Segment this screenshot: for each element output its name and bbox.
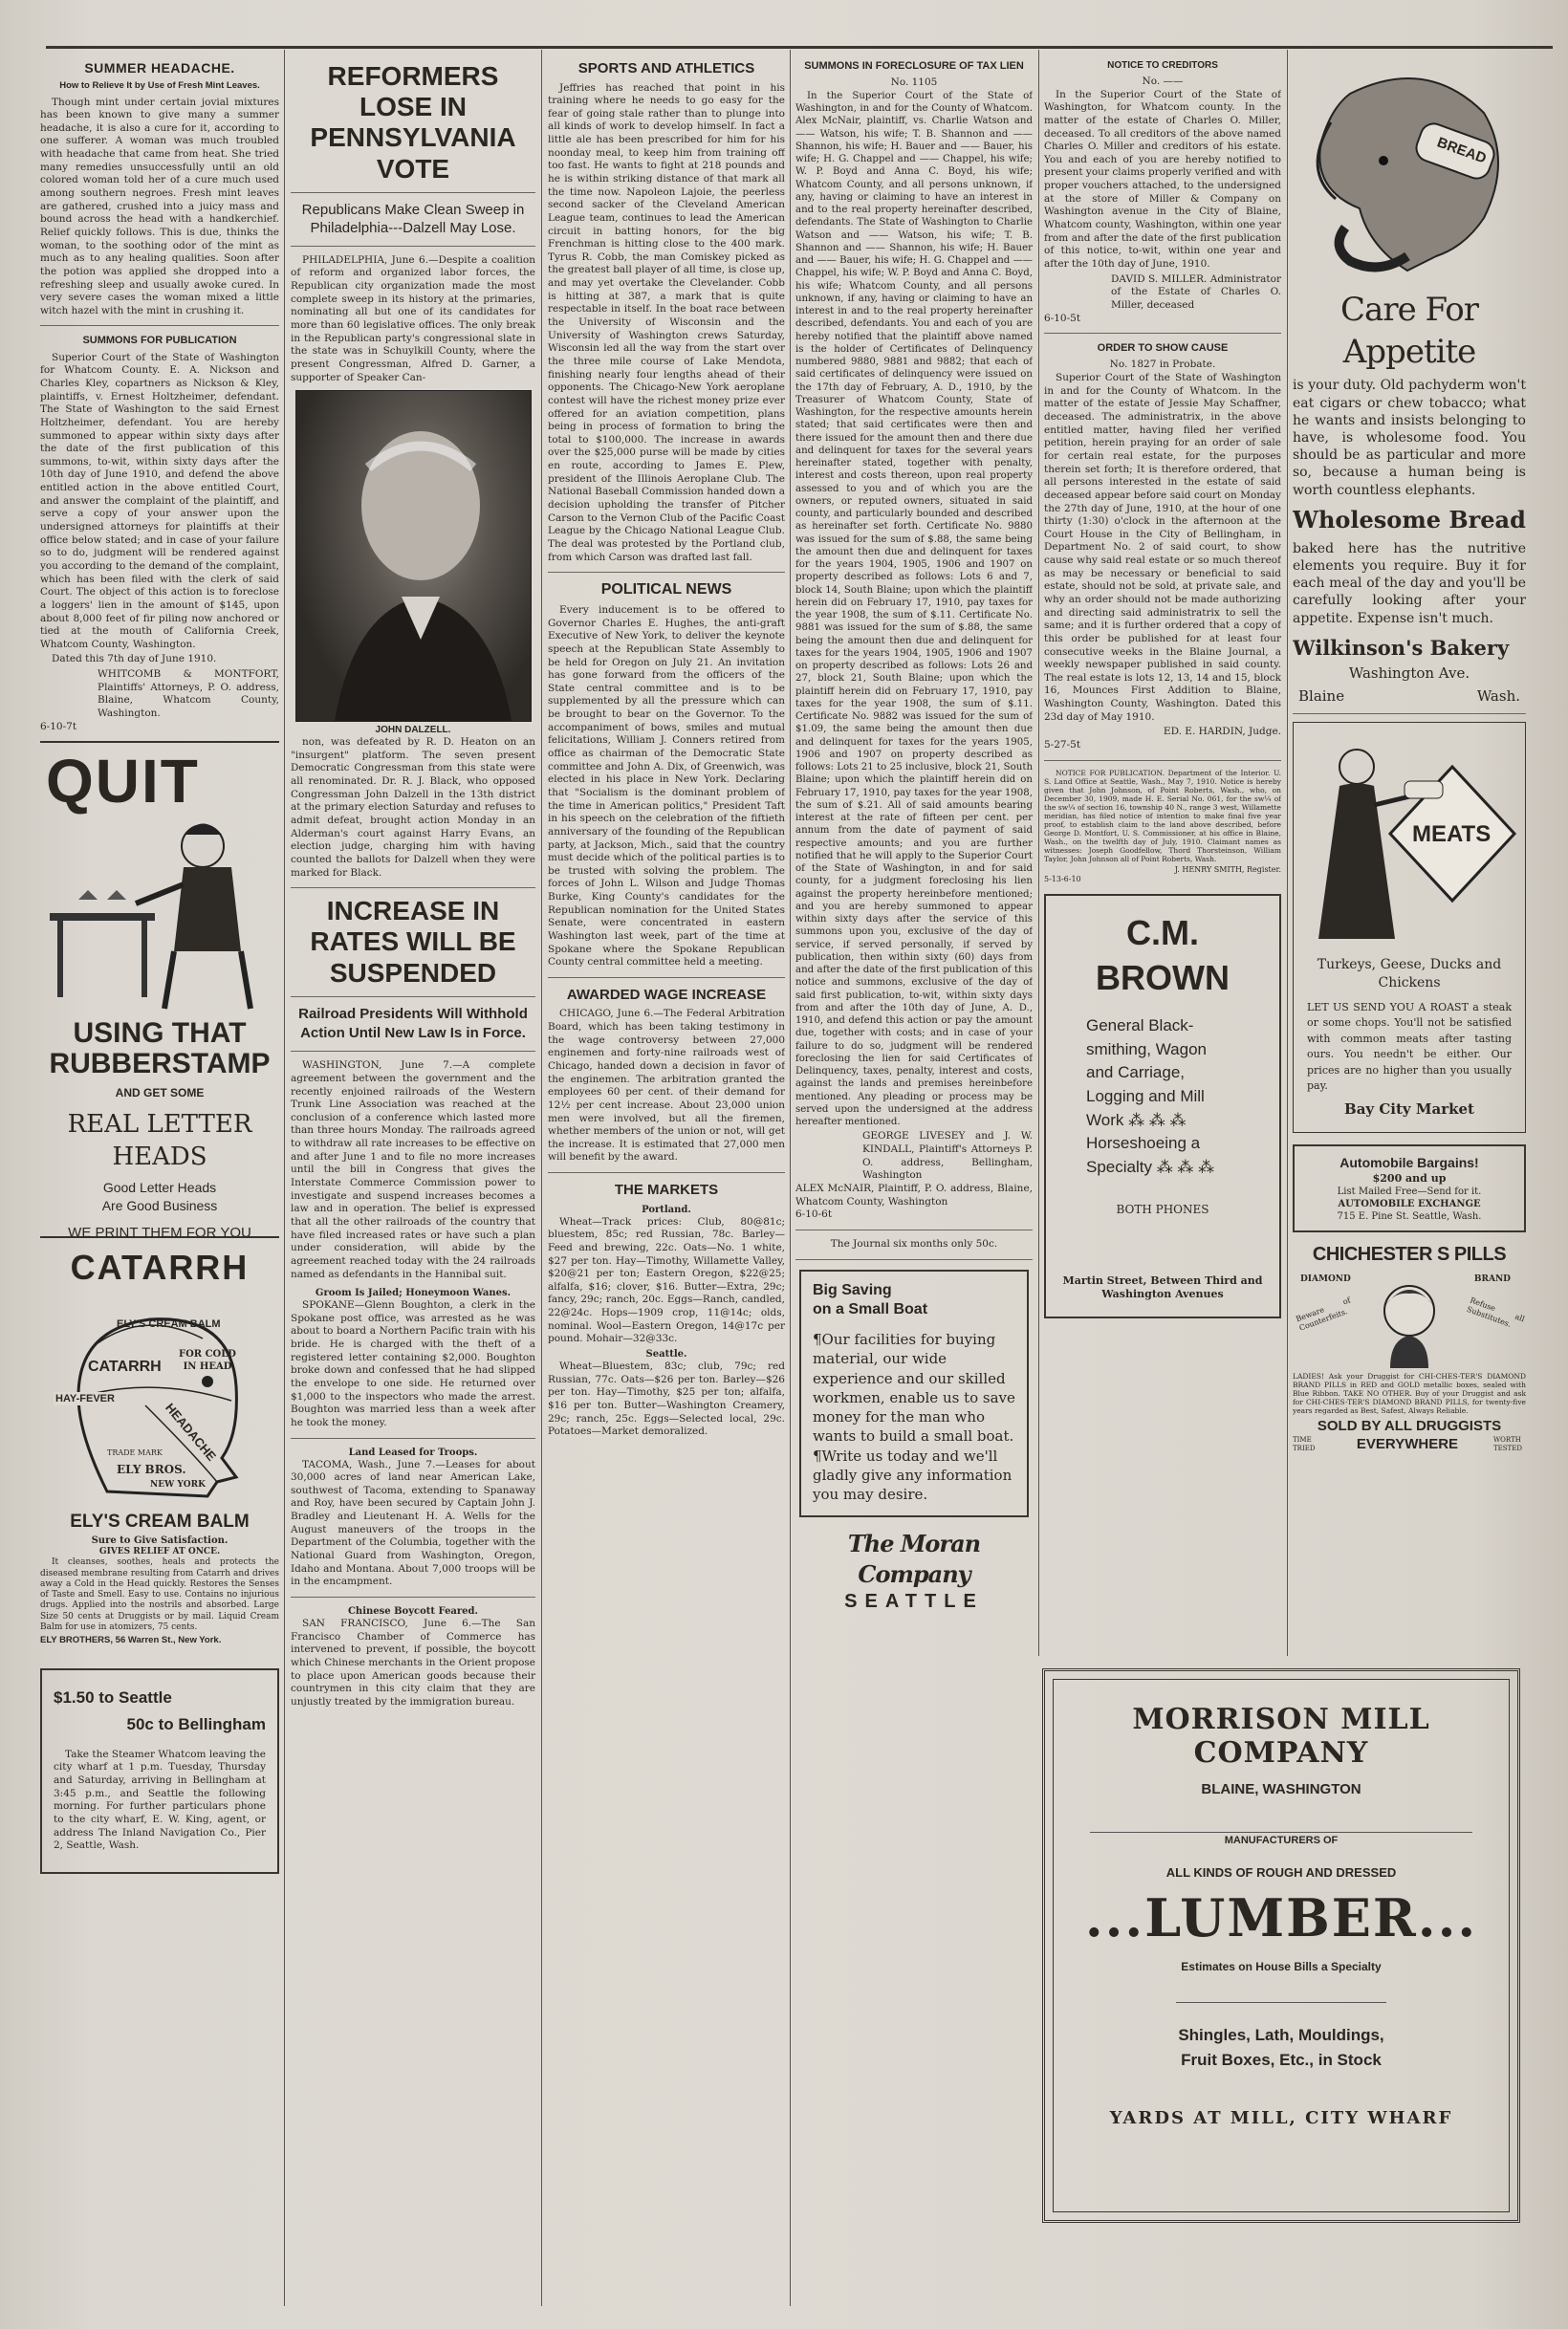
morrison-yards: YARDS AT MILL, CITY WHARF [1109, 2108, 1453, 2128]
summer-headache-title: SUMMER HEADACHE. [84, 60, 235, 76]
brown-name: C.M. BROWN [1096, 913, 1230, 998]
auto-title: Automobile Bargains! [1339, 1155, 1479, 1171]
portrait-icon [296, 391, 531, 721]
land-body: TACOMA, Wash., June 7.—Leases for about 30,000 acres of land near American Lake, southwest of Tacoma, extending to Spanaway and Roy, have been secured by Captain John J. Bradley and Lieutenant H. A. Wells for the August maneuvers of the troops in the Department of the Columbia, together with the National Guard from Washington, Oregon, Idaho and Montana. About 7,000 troops will be in the encampment. [291, 1458, 535, 1588]
chichester-worth: WORTH TESTED [1492, 1436, 1522, 1453]
head-diagram [40, 1291, 270, 1511]
quit-we-print: WE PRINT THEM FOR YOU [68, 1224, 251, 1241]
divider [40, 741, 279, 743]
brown-address: Martin Street, Between Third and Washington Avenues [1062, 1274, 1263, 1301]
summons-title: SUMMONS FOR PUBLICATION [82, 335, 237, 347]
sports-body: Jeffries has reached that point in his training where he needs to go easy for the fear of going stale rather than to plunge into all kinds of work to develop himself. In fact a little ale has been prescribed for him for his noonday meal, to keep him from training off too fast. He wants to fight at 218 pounds and he is within striking distance of that mark all the time now. Napoleon Lajoie, the peerless second sacker of the Cleveland American League team, continues to lead the American circuit in batting honors, for the big Frenchman is hitting close to the 400 mark. Tyrus R. Cobb, the man Comiskey picked as the greatest ball player of all time, is close up, and may yet overtake the Clevelander. Cobb is hitting at 387, a mark that is quite respectable in itself. In the boat race between the University of Wisconsin and the University of Washington crews Saturday, Wisconsin led all the way from the start over the three mile course of Lake Mendota, finishing nearly four lengths ahead of their opponents. The Chicago-New York aeroplane contest will have the richest money prize ever offered for an aviation competition, plans being in process of formation to bring the total to $100,000. The increase in awards over the $25,000 purse will be made by cities en route, according to James E. Plew, president of the Illinois Aeroplane Club. The National Baseball Commission handed down a decision upholding the transfer of Pitcher Carson to the Vernon Club of the Pacific Coast League by the Chicago National League Club. The deal was protested by the Portland club, from which Carson was drafted last fall. [548, 81, 785, 563]
catarrh-title: CATARRH [70, 1248, 250, 1288]
order-code: 5-27-5t [1044, 739, 1081, 751]
creditors-body: In the Superior Court of the State of Washington, for Whatcom county. In the matter of the estate of Charles O. Miller, deceased. To all creditors of the above named Charles O. Miller and creditors of his estate. You and each of you are hereby notified to present your claims properly verified and with proper vouchers attached, to the undersigned at the store of Miller & Company on Washington avenue in the City of Blaine, Whatcom county, Washington, within one year from and after the date of the first publication of this notice, to-wit, within one year and after the 10th day of June, 1910. [1044, 88, 1281, 270]
head-text-7: ELY BROS. [117, 1463, 186, 1477]
head-text-8: NEW YORK [150, 1480, 206, 1491]
elephant-bread-illustration [1293, 55, 1522, 285]
catarrh-body: It cleanses, soothes, heals and protects the diseased membrane resulting from Catarrh and drives away a Cold in the Head quickly. Restores the Senses of Taste and Smell. Easy to use. Contains no injurious drugs. Applied into the nostrils and absorbed. Large Size 50 cents at Druggists or by mail. Liquid Cream Balm for use in atomizers, 75 cents. [40, 1557, 279, 1632]
divider [795, 1259, 1033, 1260]
summons-body: Superior Court of the State of Washington for Whatcom County. E. A. Nickson and Charles Kley, copartners as Nickson & Kley, plaintiffs, v. Ernest Holtzheimer, defendant. The State of Washington to the said Ernest Holtzheimer, defendant. You are hereby summoned to appear within sixty days after the date of the first publication of this summons, to-wit, within sixty days after the 10th day of June 1910, and defend the above entitled action in the above entitled Court, and answer the complaint of the plaintiff, and serve a copy of your answer upon the undersigned attorneys for plaintiffs at their office below stated; and in case of your failure so to do, judgment will be rendered against you according to the demand of the complaint, which has been filed with the clerk of said Court. The object of this action is to foreclose a loggers' lien in the amount of $145, upon about 8,000 feet of fir piling now anchored or tied at the mouth of California Creek, Whatcom County, Washington. [40, 351, 279, 650]
bellingham-price: 50c to Bellingham [126, 1714, 266, 1733]
chichester-beware: Beware of Counterfeits. [1295, 1295, 1352, 1333]
chichester-brand: BRAND [1473, 1273, 1511, 1284]
brown-services [1057, 1014, 1268, 1179]
wholesome-body: baked here has the nutritive elements you require. Buy it for each meal of the day and you'll be carefully looking after your appetite. Expense isn't much. [1293, 540, 1526, 626]
quit-good-2: Are Good Business [101, 1197, 218, 1213]
boat-ad [799, 1270, 1029, 1518]
catarrh-balm: ELY'S CREAM BALM [70, 1512, 250, 1533]
divider [291, 996, 535, 997]
lady-portrait-icon [1371, 1273, 1448, 1368]
morrison-manufacturers: MANUFACTURERS OF [1090, 1832, 1472, 1846]
political-body: Every inducement is to be offered to Governor Charles E. Hughes, the anti-graft Executive of New York, to deliver the keynote speech at the Republican State Assembly to be held for Oregon on July 21. An invitation has gone forward from the officers of the State central committee and is to be supplemented by all the pressure which can be brought to bear on the Governor. To the accompaniment of bows, smiles and mutual felicitations, William J. Conners retired from office as chairman of the Democratic State committee and John A. Dix, of Greenwich, was elected in his place in New York. Declaring that "Socialism is the dominant problem of the time in American politics," President Taft in his speech on the celebration of the fiftieth anniversary of the founding of the Republican party, at Jackson, Mich., said that the country must decide which of the political parties is to be trusted with solving the problem. The forces of John L. Wilson and Judge Thomas Burke, King County's candidates for the Republican nomination for the United States Senate, were concentrated in eastern Washington last week, part of the time at Spokane where the Spokane Republican County central committee held a meeting. [548, 604, 785, 969]
reformers-headline: REFORMERS LOSE IN PENNSYLVANIA VOTE [310, 61, 516, 184]
summons-signature: WHITCOMB & MONTFORT, Plaintiffs' Attorneys, P. O. address, Blaine, Whatcom County, Washington. [98, 668, 279, 720]
boycott-title: Chinese Boycott Feared. [347, 1605, 479, 1617]
meats-poultry: Turkeys, Geese, Ducks and Chickens [1317, 957, 1502, 990]
head-text-2: FOR COLD IN HEAD [179, 1349, 236, 1373]
auto-list: List Mailed Free—Send for it. [1337, 1186, 1482, 1197]
chichester-title: CHICHESTER S PILLS [1312, 1243, 1507, 1265]
meats-ad [1293, 722, 1526, 1133]
chichester-footer [1293, 1435, 1526, 1454]
foreclosure-signature-2: ALEX McNAIR, Plaintiff, P. O. address, Blaine, Whatcom County, Washington [795, 1183, 1033, 1208]
seattle-heading: Seattle. [645, 1349, 687, 1360]
summer-headache-subtitle: How to Relieve It by Use of Fresh Mint Leaves. [59, 80, 260, 92]
seattle-price: $1.50 to Seattle [54, 1687, 172, 1707]
divider [291, 1597, 535, 1598]
divider [291, 1438, 535, 1439]
brown-line: and Carriage, [1086, 1063, 1186, 1082]
column-rule [541, 50, 542, 2306]
boat-ad-title-2: on a Small Boat [813, 1301, 928, 1318]
catarrh-gives: GIVES RELIEF AT ONCE. [98, 1546, 221, 1556]
brown-line: Specialty ⁂ ⁂ ⁂ [1086, 1157, 1215, 1176]
markets-title: THE MARKETS [614, 1182, 719, 1199]
brown-line: smithing, Wagon [1086, 1039, 1207, 1058]
head-text-3: CATARRH [88, 1359, 162, 1376]
foreclosure-title: SUMMONS IN FORECLOSURE OF TAX LIEN [804, 60, 1024, 72]
brown-ad [1044, 894, 1281, 1318]
reformers-body-1: PHILADELPHIA, June 6.—Despite a coalition of reform and organized labor forces, the Republican city organization made the most complete sweep in its history at the primaries, nominating all but one of its candidates for more than 60 legislative offices. The only break in the Republican party's congressional slate in the state was in Schuylkill County, where the present Congressman, Alfred D. Garner, a supporter of Speaker Can- [291, 253, 535, 383]
quit-good-1: Good Letter Heads [102, 1180, 217, 1196]
chichester-diamond: DIAMOND [1300, 1273, 1351, 1284]
head-text-1: ELY'S CREAM BALM [117, 1318, 221, 1331]
seattle-ad-body: Take the Steamer Whatcom leaving the city wharf at 1 p.m. Tuesday, Thursday and Saturday, arriving in Bellingham at 3:45 p.m., and Seattle the following morning. For further particulars phone to the city wharf, E. W. King, agent, or address The Inland Navigation Co., Pier 2, Seattle, Wash. [54, 1748, 266, 1852]
chichester-badge [1293, 1267, 1526, 1372]
bakery-state: Wash. [1476, 686, 1520, 705]
chichester-ad [1293, 1242, 1526, 1454]
bakery-name: Wilkinson's Bakery [1293, 635, 1510, 660]
brown-phones: BOTH PHONES [1116, 1202, 1209, 1216]
creditors-signature: DAVID S. MILLER. Administrator of the Estate of Charles O. Miller, deceased [1111, 272, 1281, 311]
column-rule [790, 50, 791, 2306]
automobile-ad [1293, 1144, 1526, 1231]
summons-code: 6-10-7t [40, 720, 77, 732]
creditors-code: 6-10-5t [1044, 312, 1081, 324]
seattle-prices: Wheat—Bluestem, 83c; club, 79c; red Russian, 77c. Oats—$26 per ton. Barley—$26 per ton. Hay—Timothy, $25 per ton; alfalfa, $16 per ton. Butter—Washington Creamery, 29c; ranch, 25c. Eggs—Selected local, 29c. Potatoes—Market demoralized. [548, 1360, 785, 1438]
divider [1044, 760, 1281, 761]
cartoon-man-icon [40, 808, 270, 1018]
photo-caption: JOHN DALZELL. [375, 725, 451, 736]
rates-subhead: Railroad Presidents Will Withhold Action Until New Law Is in Force. [298, 1005, 528, 1042]
publication-notice: NOTICE FOR PUBLICATION. Department of the Interior. U. S. Land Office at Seattle, Wash., May 7, 1910. Notice is hereby given that John Johnson, of Point Roberts, Wash., who, on December 30, 1909, made H. E. Serial No. 061, for the sw¼ of the sw¼ of section 16, township 40 N., range 3 west, Willamette meridian, has filed notice of intention to make final five year proof, to establish claim to the land above described, before George D. Montfort, U. S. Commissioner, at his office in Blaine, Wash., on the twelfth day of July, 1910. Claimant names as witnesses: Joseph Goodfellow, Thord Thorsteinson, William Taylor, John Johnson all of Point Roberts, Wash. [1044, 768, 1281, 863]
auto-exchange: AUTOMOBILE EXCHANGE [1338, 1198, 1481, 1209]
boat-ad-body: ¶Our facilities for buying material, our wide experience and our skilled workmen, enable us to save money for the man who wants to build a small boat. ¶Write us today and we'll gladly give any information you may desire. [813, 1331, 1015, 1504]
morrison-kinds: ALL KINDS OF ROUGH AND DRESSED [1165, 1865, 1397, 1880]
morrison-city: BLAINE, WASHINGTON [1201, 1781, 1361, 1797]
chichester-time: TIME TRIED [1293, 1436, 1316, 1453]
boycott-body: SAN FRANCISCO, June 6.—The San Francisco Chamber of Commerce has intervened to prevent, if possible, the boycott which Chinese merchants in the Orient propose to place upon American goods because their countrymen in this city claim that they are unjustly treated by the immigration bureau. [291, 1617, 535, 1708]
order-body: Superior Court of the State of Washington in and for the County of Whatcom. In the matter of the estate of Jessie May Schaffner, deceased. The administratrix, in the above entitled matter, having filed her verified petition, herein praying for an order of sale for certain real estate, for the purposes therein set forth; It is therefore ordered, that all persons interested in the estate of said deceased appear before said court on Monday the 27th day of June, 1910, at the hour of one thirty (1:30) o'clock in the afternoon at the Court House in the City of Bellingham, in Department No. 2 of said court, to show cause why said real estate or so much thereof as may be necessary or beneficial to said estate, should not be sold, at private sale, and why an order should not be made authorizing and directing said administratrix to sell the same; and it is further ordered that a copy of this order be published for at least four consecutive weeks in the Blaine Journal, a weekly newspaper published in said county. The real estate is lots 12, 13, 14 and 15, block 16, Mounces First Addition to Blaine, Washington County, Washington. Dated this 23d day of May 1910. [1044, 372, 1281, 723]
quit-using-that: USING THAT [73, 1017, 247, 1050]
groom-body: SPOKANE—Glenn Boughton, a clerk in the Spokane post office, was arrested as he was about to board a Northern Pacific train with his bride. He is charged with the theft of a registered letter containing $2,000. Boughton broke down and confessed that he had slipped the envelope to one side. He returned over $1,000 to the inspectors who made the arrest. Boughton was married less than a week after he took the money. [291, 1299, 535, 1428]
creditors-title: NOTICE TO CREDITORS [1107, 60, 1218, 71]
seattle-steamer-ad [40, 1668, 279, 1874]
divider [291, 246, 535, 247]
morrison-name: MORRISON MILL COMPANY [1132, 1703, 1430, 1770]
summons-dated: Dated this 7th day of June 1910. [52, 653, 217, 665]
summer-headache-body: Though mint under certain jovial mixtures has been known to give many a summer headache, it is also a cure for it, according to one sufferer. A woman was much troubled with headache that came from heat. She tried many remedies unsuccessfully until an old colored woman told her of a cure much used among southern negroes. Fresh mint leaves are gathered, crushed into a juicy mass and bound across the head with a handkerchief. Relief quickly follows. This is due, thinks the woman, to the soothing odor of the mint as much as to any healing qualities. Soon after the potion was applied she dropped into a refreshing sleep and usually awoke cured. In very severe cases the woman mixed a little witch hazel with the mint in crushing it. [40, 96, 279, 316]
political-title: POLITICAL NEWS [600, 581, 732, 599]
creditors-number: No. —— [1142, 76, 1184, 87]
chichester-sold: SOLD BY ALL DRUGGISTS [1317, 1417, 1502, 1434]
chichester-refuse: Refuse all Substitutes. [1465, 1295, 1526, 1330]
meats-body: LET US SEND YOU A ROAST a steak or some chops. You'll not be satisfied with common meats after tasting ours. You needn't be either. Our prices are no higher than you usually pay. [1307, 1000, 1512, 1093]
wage-title: AWARDED WAGE INCREASE [566, 986, 767, 1003]
morrison-mill-ad [1042, 1668, 1520, 2223]
meats-word: MEATS [1412, 821, 1492, 848]
divider [1044, 333, 1281, 334]
boat-ad-title-1: Big Saving [813, 1281, 892, 1298]
chichester-everywhere: EVERYWHERE [1356, 1436, 1459, 1453]
moran-brand: The Moran Company [847, 1530, 981, 1588]
foreclosure-number: No. 1105 [890, 76, 938, 89]
chichester-body: LADIES! Ask your Druggist for CHI-CHES-TER'S DIAMOND BRAND PILLS in RED and GOLD metallic boxes, sealed with Blue Ribbon. TAKE NO OTHER. Buy of your Druggist and ask for CHI-CHES-TER'S DIAMOND BRAND PILLS, for twenty-five years regarded as Best, Safest, Always Reliable. [1293, 1371, 1526, 1415]
divider [40, 325, 279, 326]
top-rule [46, 46, 1553, 49]
morrison-fruit: Fruit Boxes, Etc., in Stock [1181, 2051, 1382, 2069]
column-4 [795, 55, 1033, 2283]
brown-line: Logging and Mill [1086, 1086, 1205, 1105]
portland-prices: Wheat—Track prices: Club, 80@81c; bluestem, 85c; red Russian, 78c. Barley—Feed and brewing, 22c. Oats—No. 1 white, $27 per ton. Hay—Timothy, Willamette Valley, $20@21 per ton; Eastern Oregon, $22@25; alfalfa, $16; clover, $16. Butter—Extra, 29c; fancy, 29c; ranch, 20c. Eggs—Ranch, candled, 22@24c. Hops—1909 crop, 11@14c; olds, nominal. Wool—Eastern Oregon, 14@17c per pound. Mohair—32@33c. [548, 1215, 785, 1345]
quit-real-letter-heads: REAL LETTER HEADS [67, 1109, 252, 1171]
moran-city: SEATTLE [844, 1590, 984, 1612]
reformers-body-2: non, was defeated by R. D. Heaton on an "insurgent" platform. The seven present Democratic Congressman from this state were all renominated. Dr. R. J. Black, who opposed Congressman John Dalzell in the 13th district at the primary election Saturday and refuses to admit defeat, brought action Monday in an Alderman's court against Harry Evans, an election judge, charging him with having counted the ballots for Dalzell when they were marked for Black. [291, 736, 535, 879]
order-title: ORDER TO SHOW CAUSE [1097, 342, 1229, 355]
divider [548, 1172, 785, 1173]
meats-illustration [1299, 729, 1519, 948]
bread-label: BREAD [1434, 134, 1489, 167]
morrison-lumber: ...LUMBER... [1084, 1887, 1478, 1948]
catarrh-address: ELY BROTHERS, 56 Warren St., New York. [40, 1635, 222, 1646]
john-dalzell-photo [295, 390, 532, 722]
foreclosure-body: In the Superior Court of the State of Washington, in and for the County of Whatcom. Alex McNair, plaintiff, vs. Charlie Watson and —— Watson, his wife; T. B. Shannon and —— Shannon, his wife; H. Bauer and —— Bauer, his wife; H. G. Chappel and —— Chappel, his wife; W. P. Boyd and Anna C. Boyd, his wife; Whatcom County, and all persons unknown, if any, having or claiming to have an interest in and to the real property hereinafter described, defendants. The State of Washington to Charlie Watson and —— Watson, his wife; T. B. Shannon and —— Shannon, his wife; H. Bauer and —— Bauer, his wife; H. G. Chappel and —— Chappel, his wife; W. P. Boyd and Anna C. Boyd, his wife; Whatcom County, and all persons unknown, if any, having or claiming to have an interest in and to the real property hereinafter described, defendants. You and each of you are hereby notified that the plaintiff above named is the holder of Certificates of Delinquency numbered 9880, 9881 and 9882; that each of said certificates of delinquency were issued on the 17th day of February, A. D., 1910, by the Treasurer of Whatcom County, State of Washington, for the respective amounts herein stated; that said certificates were then and there issued for the amount then and there due and delinquent for taxes for the several years hereinafter stated, together with penalty, interest and costs thereon, upon real property assessed to you and of which you are the owners, or reputed owners, situated in said county, and particularly bounded and described as hereinafter set forth. Certificate No. 9880 was issued for the sum of $.88, the same being the amount then due and delinquent for taxes for the years 1904, 1905, 1906 and 1907 on property described as follows: Lots 6 and 7, block 14, South Blaine; upon which the plaintiff herein did on February 17, 1910, pay taxes for the year 1908, the sum of $.11. Certificate No. 9881 was issued for the sum of $.88, the same being the amount then due and delinquent for taxes for the years 1904, 1905, 1906 and 1907 on property described as follows: Lots 26 and 27, block 21, South Blaine; upon which the plaintiff herein did on February 17, 1910, pay taxes for the year 1908, the sum of $.11. Certificate No. 9882 was issued for the sum of $1.09, the same being the amount then due and delinquent for taxes for the years 1905, 1906 and 1907 on property described as follows: Lots 21 to 25 inclusive, block 21, South Blaine; upon which the plaintiff herein did on February 17, 1910, pay taxes for the year 1908, the sum of $.21. All of said amounts bearing interest at the rate of fifteen per cent. per annum from the date of payment of said respective amounts; and you are further notified that he will apply to the Superior Court of the State of Washington, in and for said county, for a judgment foreclosing his lien against the property hereinbefore mentioned; and you are hereby summoned to appear within sixty days after the service of this summons upon you, exclusive of the day of service, if served personally, if served by publication, then within sixty (60) days from and after the date of the first publication of this notice and summons, exclusive of the day of said first publication, to-wit, within sixty days from and after the 10th day of June, A. D., 1910, and defend this action or pay the amount due, together with costs; and in case of your failure to do so, judgment will be rendered foreclosing the lien for said Certificates of Delinquency, taxes, penalty, interest and costs, against the lands and premises hereinbefore mentioned. Any pleading or process may be served upon the undersigned at the address hereafter mentioned. [795, 90, 1033, 1128]
divider [1293, 713, 1526, 714]
groom-title: Groom Is Jailed; Honeymoon Wanes. [315, 1288, 512, 1299]
publication-signature: J. HENRY SMITH, Register. [1174, 864, 1281, 874]
head-text-5: HEADACHE [163, 1400, 219, 1464]
brown-line: General Black- [1086, 1016, 1194, 1035]
column-1 [40, 55, 279, 2283]
care-headline: Care For Appetite [1340, 291, 1478, 372]
quit-headline: QUIT [46, 747, 200, 816]
land-title: Land Leased for Troops. [348, 1447, 478, 1458]
wage-body: CHICAGO, June 6.—The Federal Arbitration Board, which has been taking testimony in the wage controversy between 27,000 enginemen and forty-nine railroads west of Chicago, handed down a decision in favor of the enginemen. The arbitration granted the employees 60 per cent. of their demand for 12½ per cent increase. About 23,000 union men were involved, but all the firemen, whether members of the union or not, will get the increase. It is estimated that 27,000 men will benefit by the award. [548, 1008, 785, 1164]
column-rule [1038, 50, 1039, 1656]
portland-heading: Portland. [642, 1204, 691, 1215]
order-number: No. 1827 in Probate. [1109, 359, 1216, 371]
catarrh-ad [40, 1246, 279, 1646]
journal-note: The Journal six months only 50c. [830, 1237, 998, 1250]
auto-address: 715 E. Pine St. Seattle, Wash. [1337, 1210, 1482, 1222]
brown-line: Horseshoeing a [1086, 1134, 1201, 1153]
foreclosure-code: 6-10-6t [795, 1208, 833, 1221]
column-6 [1293, 55, 1526, 1671]
bakery-location [1293, 684, 1526, 707]
divider [291, 192, 535, 193]
elephant-icon [1293, 55, 1522, 285]
order-signature: ED. E. HARDIN, Judge. [1163, 726, 1281, 738]
catarrh-sure: Sure to Give Satisfaction. [91, 1535, 229, 1546]
morrison-estimates: Estimates on House Bills a Specialty [1181, 1960, 1382, 1973]
divider [548, 572, 785, 573]
quit-ad [40, 747, 279, 1241]
head-text-6: TRADE MARK [107, 1448, 163, 1458]
wholesome-headline: Wholesome Bread [1293, 505, 1526, 533]
auto-price: $200 and up [1372, 1171, 1447, 1185]
sports-title: SPORTS AND ATHLETICS [577, 60, 755, 76]
column-5 [1044, 55, 1281, 1671]
foreclosure-signature-1: GEORGE LIVESEY and J. W. KINDALL, Plaintiff's Attorneys P. O. address, Bellingham, Washington [862, 1130, 1033, 1182]
head-text-4: HAY-FEVER [55, 1393, 115, 1405]
rates-body: WASHINGTON, June 7.—A complete agreement between the government and the recently enjoined railroads of the Western Trunk Line Association was reached at the conclusion of a conference which lasted more than three hours Monday. The railroads agreed to withdraw all rate increases to be effective on and after June 1 and to file no more increases until the bill in Congress that gives the Interstate Commerce Commission power to investigate and suspend increases becomes a law and in operation. The belief is expressed that all the other railroads of the country that have filed increased rates or have such a plan under consideration, will abide by the agreement reached today with the 24 railroads named as defendants in the Hannibal suit. [291, 1059, 535, 1280]
column-2 [291, 55, 535, 2283]
divider [291, 887, 535, 888]
publication-code: 5-13-6-10 [1044, 875, 1081, 884]
market-name: Bay City Market [1344, 1099, 1474, 1118]
quit-rubberstamp: RUBBERSTAMP [49, 1047, 271, 1079]
divider [291, 1051, 535, 1052]
divider [1176, 2002, 1386, 2003]
reformers-subhead: Republicans Make Clean Sweep in Philadelphia---Dalzell May Lose. [301, 201, 525, 237]
morrison-shingles: Shingles, Lath, Mouldings, [1178, 2026, 1384, 2044]
brown-line: Work ⁂ ⁂ ⁂ [1086, 1110, 1187, 1129]
bakery-city: Blaine [1298, 686, 1345, 705]
divider [548, 977, 785, 978]
column-3 [548, 55, 785, 2283]
rates-headline: INCREASE IN RATES WILL BE SUSPENDED [310, 896, 516, 988]
column-rule [284, 50, 285, 2306]
bakery-street: Washington Ave. [1348, 664, 1470, 683]
quit-and-get: AND GET SOME [115, 1086, 205, 1100]
care-body: is your duty. Old pachyderm won't eat cigars or chew tobacco; what he wants and insists belonging to have, is wholesome food. You should be as particular and more so, because a human being is worth countless elephants. [1293, 378, 1526, 498]
column-rule [1287, 50, 1288, 1656]
